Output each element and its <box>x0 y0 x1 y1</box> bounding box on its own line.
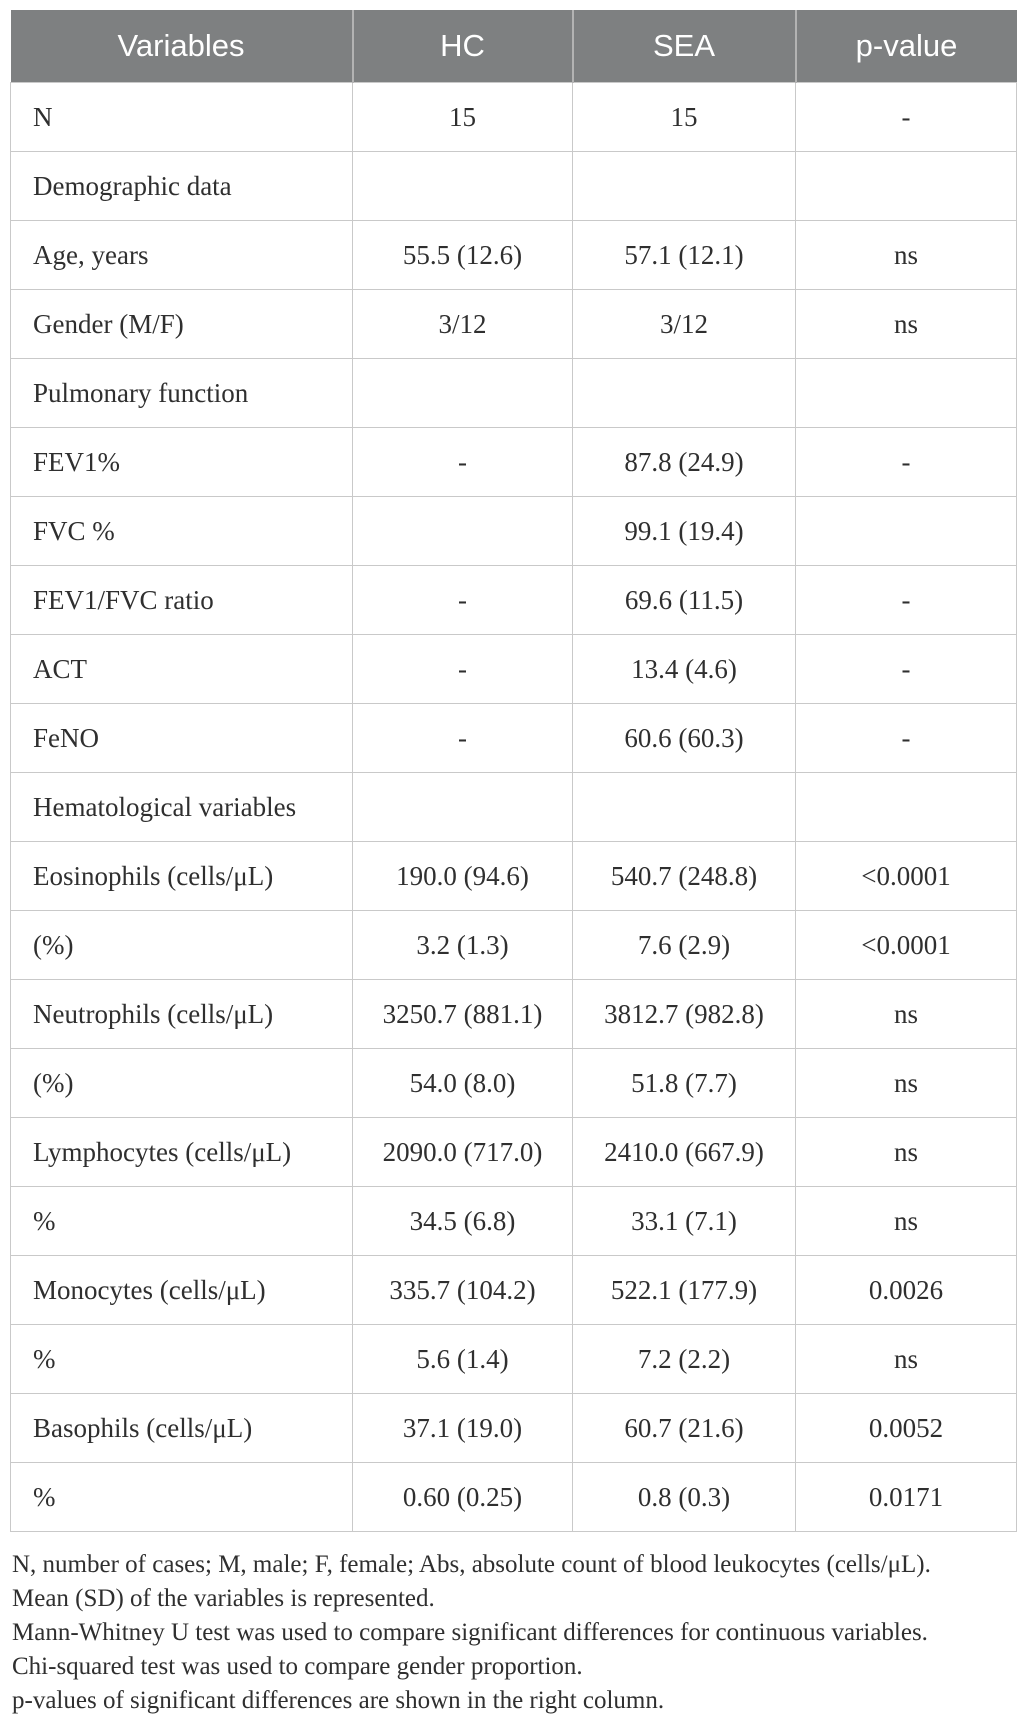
variable-label-cell: Monocytes (cells/μL) <box>11 1256 353 1325</box>
p-value-cell: ns <box>796 980 1017 1049</box>
table-row <box>11 221 1017 290</box>
sea-value-cell: 7.2 (2.2) <box>573 1325 796 1394</box>
sea-value-cell: 33.1 (7.1) <box>573 1187 796 1256</box>
table-row <box>11 497 1017 566</box>
table-row <box>11 1394 1017 1463</box>
table-body <box>11 83 1017 1532</box>
hc-value-cell: - <box>353 566 573 635</box>
variable-label-cell: Eosinophils (cells/μL) <box>11 842 353 911</box>
hc-value-cell: - <box>353 635 573 704</box>
sea-value-cell: 15 <box>573 83 796 152</box>
hc-value-cell: 335.7 (104.2) <box>353 1256 573 1325</box>
table-row <box>11 83 1017 152</box>
p-value-cell: ns <box>796 1118 1017 1187</box>
variable-label-cell: (%) <box>11 911 353 980</box>
table-row <box>11 152 1017 221</box>
variable-label-cell: Neutrophils (cells/μL) <box>11 980 353 1049</box>
p-value-cell: - <box>796 83 1017 152</box>
sea-value-cell <box>573 773 796 842</box>
footnote-p-values: p-values of significant differences are shown in the right column. <box>12 1687 665 1714</box>
table-footnotes <box>10 1548 1016 1718</box>
p-value-cell: ns <box>796 221 1017 290</box>
sea-value-cell: 2410.0 (667.9) <box>573 1118 796 1187</box>
table-row <box>11 1256 1017 1325</box>
sea-value-cell: 540.7 (248.8) <box>573 842 796 911</box>
table-row <box>11 635 1017 704</box>
variable-label-cell: Age, years <box>11 221 353 290</box>
p-value-cell: ns <box>796 1325 1017 1394</box>
table-row <box>11 1049 1017 1118</box>
hc-value-cell: 0.60 (0.25) <box>353 1463 573 1532</box>
sea-value-cell: 57.1 (12.1) <box>573 221 796 290</box>
footnote-mean-sd: Mean (SD) of the variables is represented. <box>12 1585 435 1612</box>
variable-label-cell: (%) <box>11 1049 353 1118</box>
p-value-cell <box>796 152 1017 221</box>
sea-value-cell: 60.6 (60.3) <box>573 704 796 773</box>
table-row <box>11 1463 1017 1532</box>
variable-label-cell: % <box>11 1463 353 1532</box>
hc-value-cell: - <box>353 428 573 497</box>
footnote-abbreviations: N, number of cases; M, male; F, female; Abs, absolute count of blood leukocytes (cells/μL). <box>12 1551 931 1578</box>
hc-value-cell: 3/12 <box>353 290 573 359</box>
variable-label-cell: Hematological variables <box>11 773 353 842</box>
hc-value-cell: 3250.7 (881.1) <box>353 980 573 1049</box>
table-row <box>11 704 1017 773</box>
footnote-chi-squared: Chi-squared test was used to compare gender proportion. <box>12 1653 583 1680</box>
table-row <box>11 428 1017 497</box>
p-value-cell: - <box>796 566 1017 635</box>
header-row <box>11 10 1017 83</box>
variable-label-cell: Pulmonary function <box>11 359 353 428</box>
variable-label-cell: Lymphocytes (cells/μL) <box>11 1118 353 1187</box>
sea-value-cell: 13.4 (4.6) <box>573 635 796 704</box>
sea-value-cell <box>573 152 796 221</box>
column-header-sea: SEA <box>573 10 796 83</box>
hc-value-cell <box>353 497 573 566</box>
column-header-hc: HC <box>353 10 573 83</box>
footnote-mann-whitney: Mann-Whitney U test was used to compare significant differences for continuous variables. <box>12 1619 928 1646</box>
p-value-cell: 0.0052 <box>796 1394 1017 1463</box>
p-value-cell: 0.0026 <box>796 1256 1017 1325</box>
column-header-variables: Variables <box>11 10 353 83</box>
variable-label-cell: % <box>11 1187 353 1256</box>
variable-label-cell: FeNO <box>11 704 353 773</box>
hc-value-cell: - <box>353 704 573 773</box>
variable-label-cell: FVC % <box>11 497 353 566</box>
sea-value-cell: 522.1 (177.9) <box>573 1256 796 1325</box>
variable-label-cell: ACT <box>11 635 353 704</box>
table-header <box>11 10 1017 83</box>
p-value-cell: <0.0001 <box>796 911 1017 980</box>
hc-value-cell: 2090.0 (717.0) <box>353 1118 573 1187</box>
hc-value-cell: 37.1 (19.0) <box>353 1394 573 1463</box>
sea-value-cell <box>573 359 796 428</box>
variable-label-cell: Demographic data <box>11 152 353 221</box>
hc-value-cell <box>353 152 573 221</box>
hc-value-cell: 3.2 (1.3) <box>353 911 573 980</box>
variable-label-cell: FEV1/FVC ratio <box>11 566 353 635</box>
hc-value-cell: 15 <box>353 83 573 152</box>
p-value-cell: - <box>796 635 1017 704</box>
sea-value-cell: 51.8 (7.7) <box>573 1049 796 1118</box>
variable-label-cell: % <box>11 1325 353 1394</box>
hc-value-cell: 54.0 (8.0) <box>353 1049 573 1118</box>
p-value-cell: <0.0001 <box>796 842 1017 911</box>
hc-value-cell: 55.5 (12.6) <box>353 221 573 290</box>
p-value-cell <box>796 773 1017 842</box>
table-row <box>11 980 1017 1049</box>
sea-value-cell: 3812.7 (982.8) <box>573 980 796 1049</box>
p-value-cell: 0.0171 <box>796 1463 1017 1532</box>
p-value-cell: - <box>796 428 1017 497</box>
p-value-cell <box>796 497 1017 566</box>
variable-label-cell: FEV1% <box>11 428 353 497</box>
hc-value-cell: 190.0 (94.6) <box>353 842 573 911</box>
variable-label-cell: Basophils (cells/μL) <box>11 1394 353 1463</box>
column-header-p-value: p-value <box>796 10 1017 83</box>
table-row <box>11 359 1017 428</box>
sea-value-cell: 0.8 (0.3) <box>573 1463 796 1532</box>
p-value-cell: ns <box>796 1049 1017 1118</box>
sea-value-cell: 69.6 (11.5) <box>573 566 796 635</box>
hc-value-cell <box>353 359 573 428</box>
p-value-cell: - <box>796 704 1017 773</box>
p-value-cell <box>796 359 1017 428</box>
table-row <box>11 566 1017 635</box>
variable-label-cell: Gender (M/F) <box>11 290 353 359</box>
table-row <box>11 1187 1017 1256</box>
variable-label-cell: N <box>11 83 353 152</box>
sea-value-cell: 87.8 (24.9) <box>573 428 796 497</box>
p-value-cell: ns <box>796 1187 1017 1256</box>
comparison-table <box>10 10 1017 1532</box>
p-value-cell: ns <box>796 290 1017 359</box>
sea-value-cell: 60.7 (21.6) <box>573 1394 796 1463</box>
hc-value-cell: 34.5 (6.8) <box>353 1187 573 1256</box>
table-row <box>11 842 1017 911</box>
table-row <box>11 1118 1017 1187</box>
table-row <box>11 773 1017 842</box>
table-row <box>11 290 1017 359</box>
hc-value-cell <box>353 773 573 842</box>
sea-value-cell: 3/12 <box>573 290 796 359</box>
sea-value-cell: 7.6 (2.9) <box>573 911 796 980</box>
table-row <box>11 911 1017 980</box>
hc-value-cell: 5.6 (1.4) <box>353 1325 573 1394</box>
table-row <box>11 1325 1017 1394</box>
sea-value-cell: 99.1 (19.4) <box>573 497 796 566</box>
